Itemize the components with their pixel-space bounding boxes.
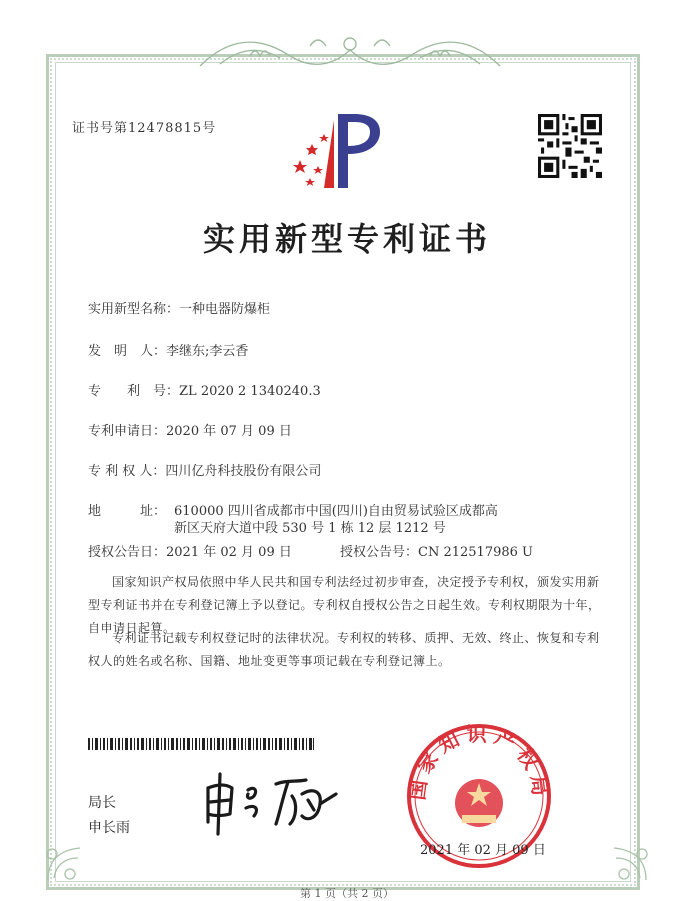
director-signature — [196, 764, 346, 838]
grant-number: CN 212517986 U — [418, 545, 533, 560]
field-label: 专 利 权 人： — [88, 464, 166, 479]
page-indicator: 第 1 页（共 2 页） — [300, 887, 394, 900]
director-title: 局长 — [88, 795, 116, 811]
address-label-row — [88, 500, 166, 519]
certificate-title: 实用新型专利证书 — [202, 220, 491, 258]
qr-code-icon — [538, 114, 602, 178]
corner-ornament-icon — [598, 830, 654, 886]
director-name: 申长雨 — [88, 820, 130, 836]
filing-date-row — [88, 420, 292, 439]
seal-text: 国家知识产权局 — [404, 722, 553, 803]
field-label: 实用新型名称： — [88, 302, 180, 317]
utility-model-name: 一种电器防爆柜 — [179, 302, 271, 317]
patentee-row — [88, 460, 321, 479]
patent-number-row — [88, 380, 321, 399]
certificate-body-paragraph: 国家知识产权局依照中华人民共和国专利法经过初步审查，决定授予专利权，颁发实用新型专利证书并在专利登记簿上予以登记。专利权自授权公告之日起生效。专利权期限为十年，自申请日起算。 — [88, 575, 601, 635]
inventor-names: 李继东;李云香 — [166, 344, 249, 359]
grant-number-row — [340, 541, 533, 560]
field-label: 专利申请日： — [88, 424, 167, 439]
cnipa-emblem-icon — [288, 108, 384, 192]
seal-date: 2021 年 02 月 09 日 — [420, 843, 546, 858]
field-label: 发 明 人： — [88, 344, 167, 359]
barcode-icon — [88, 738, 314, 750]
corner-ornament-icon — [40, 830, 96, 886]
certificate-number: 证书号第12478815号 — [72, 121, 217, 136]
patentee-name: 四川亿舟科技股份有限公司 — [165, 464, 322, 479]
field-label: 地 址： — [88, 504, 167, 519]
grant-date-row — [88, 541, 292, 560]
inventor-row — [88, 340, 248, 359]
certificate-body-paragraph: 专利证书记载专利权登记时的法律状况。专利权的转移、质押、无效、终止、恢复和专利权人的姓名或名称、国籍、地址变更等事项记载在专利登记簿上。 — [88, 631, 600, 668]
field-label: 专 利 号： — [88, 384, 180, 399]
top-ornament-icon — [190, 26, 510, 76]
field-label: 授权公告号： — [340, 545, 419, 560]
filing-date: 2020 年 07 月 09 日 — [166, 424, 292, 439]
grant-date: 2021 年 02 月 09 日 — [166, 545, 292, 560]
field-label: 授权公告日： — [88, 545, 167, 560]
utility-model-name-row — [88, 298, 270, 317]
patent-number: ZL 2020 2 1340240.3 — [179, 384, 321, 399]
address-line-2: 新区天府大道中段 530 号 1 栋 12 层 1212 号 — [174, 521, 446, 536]
address-line-1: 610000 四川省成都市中国(四川)自由贸易试验区成都高 — [174, 504, 498, 519]
